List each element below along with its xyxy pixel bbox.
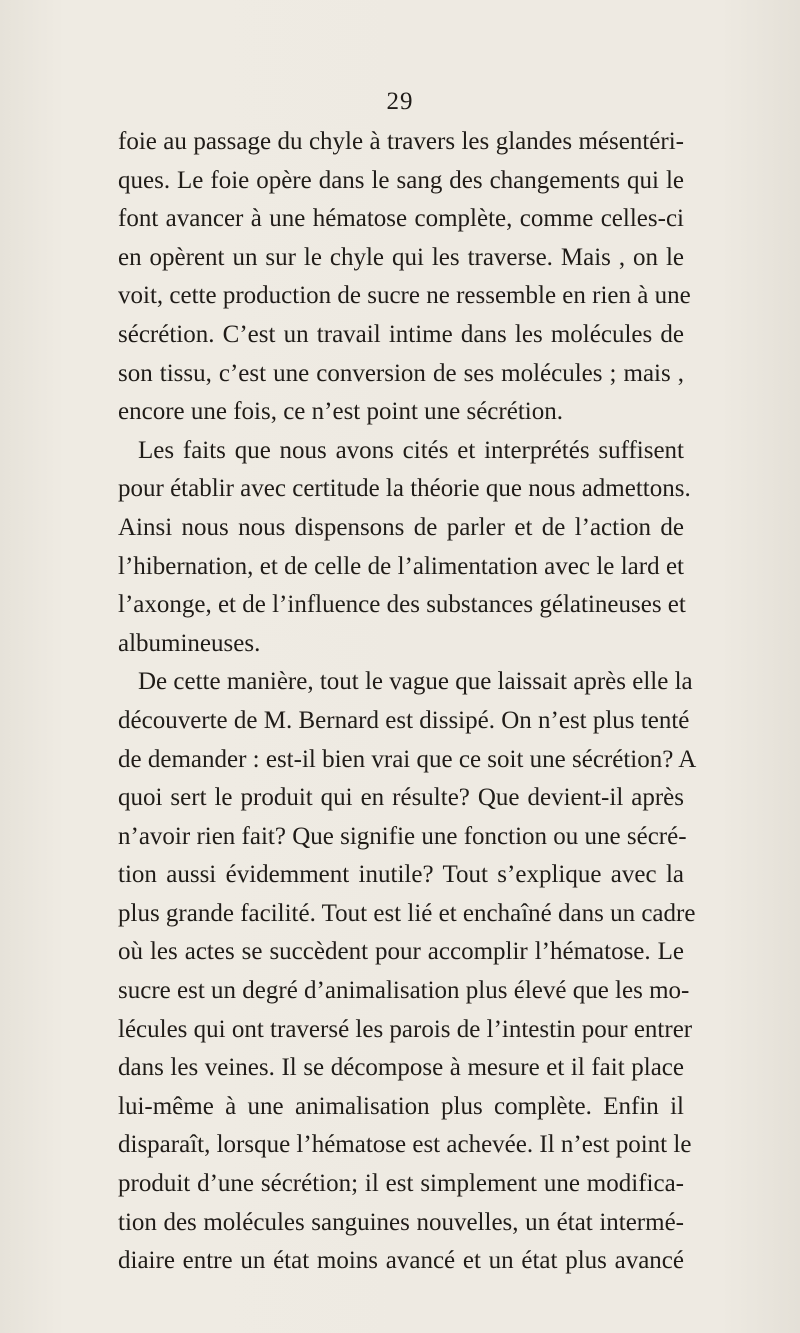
text-line: lécules qui ont traversé les parois de l’intestin pour entrer <box>118 1015 693 1043</box>
text-line: produit d’une sécrétion; il est simplement une modifica- <box>118 1170 684 1198</box>
text-line: Ainsi nous nous dispensons de parler et de l’action de <box>118 513 684 541</box>
text-line: l’axonge, et de l’influence des substances gélatineuses et <box>118 591 686 619</box>
text-line: foie au passage du chyle à travers les glandes mésentéri- <box>118 128 684 155</box>
text-line: De cette manière, tout le vague que laissait après elle la <box>138 668 693 696</box>
text-line: tion des molécules sanguines nouvelles, un état intermé- <box>118 1208 684 1236</box>
text-line: dans les veines. Il se décompose à mesure et il fait place <box>118 1054 684 1082</box>
text-line: pour établir avec certitude la théorie que nous admettons. <box>118 475 691 503</box>
text-line: de demander : est-il bien vrai que ce soit une sécrétion? A <box>118 745 697 773</box>
page-number: 29 <box>386 88 414 115</box>
text-line: son tissu, c’est une conversion de ses molécules ; mais , <box>118 359 684 387</box>
text-line: sucre est un degré d’animalisation plus élevé que les mo- <box>118 977 690 1005</box>
text-line: disparaît, lorsque l’hématose est achevée. Il n’est point le <box>118 1131 692 1159</box>
text-line: lui-même à une animalisation plus complète. Enfin il <box>118 1092 684 1120</box>
text-line: quoi sert le produit qui en résulte? Que devient-il après <box>118 784 684 812</box>
text-line: albumineuses. <box>118 629 261 657</box>
text-line: ques. Le foie opère dans le sang des changements qui le <box>118 166 684 194</box>
text-line: découverte de M. Bernard est dissipé. On n’est plus tenté <box>118 706 690 734</box>
text-line: l’hibernation, et de celle de l’alimentation avec le lard et <box>118 552 684 580</box>
text-line: voit, cette production de sucre ne ressemble en rien à une <box>118 282 691 310</box>
text-line: plus grande facilité. Tout est lié et enchaîné dans un cadre <box>118 899 696 927</box>
body-text <box>118 123 697 1281</box>
text-line: sécrétion. C’est un travail intime dans les molécules de <box>118 320 684 348</box>
text-line: n’avoir rien fait? Que signifie une fonction ou une sécré- <box>118 822 687 850</box>
text-line: font avancer à une hématose complète, comme celles-ci <box>118 205 684 233</box>
text-line: Les faits que nous avons cités et interprétés suffisent <box>138 436 684 464</box>
text-line: encore une fois, ce n’est point une sécrétion. <box>118 398 563 426</box>
text-line: tion aussi évidemment inutile? Tout s’explique avec la <box>118 861 684 889</box>
text-line: en opèrent un sur le chyle qui les traverse. Mais , on le <box>118 243 684 271</box>
text-line: où les actes se succèdent pour accomplir l’hématose. Le <box>118 938 684 966</box>
text-line: diaire entre un état moins avancé et un état plus avancé <box>118 1247 684 1275</box>
